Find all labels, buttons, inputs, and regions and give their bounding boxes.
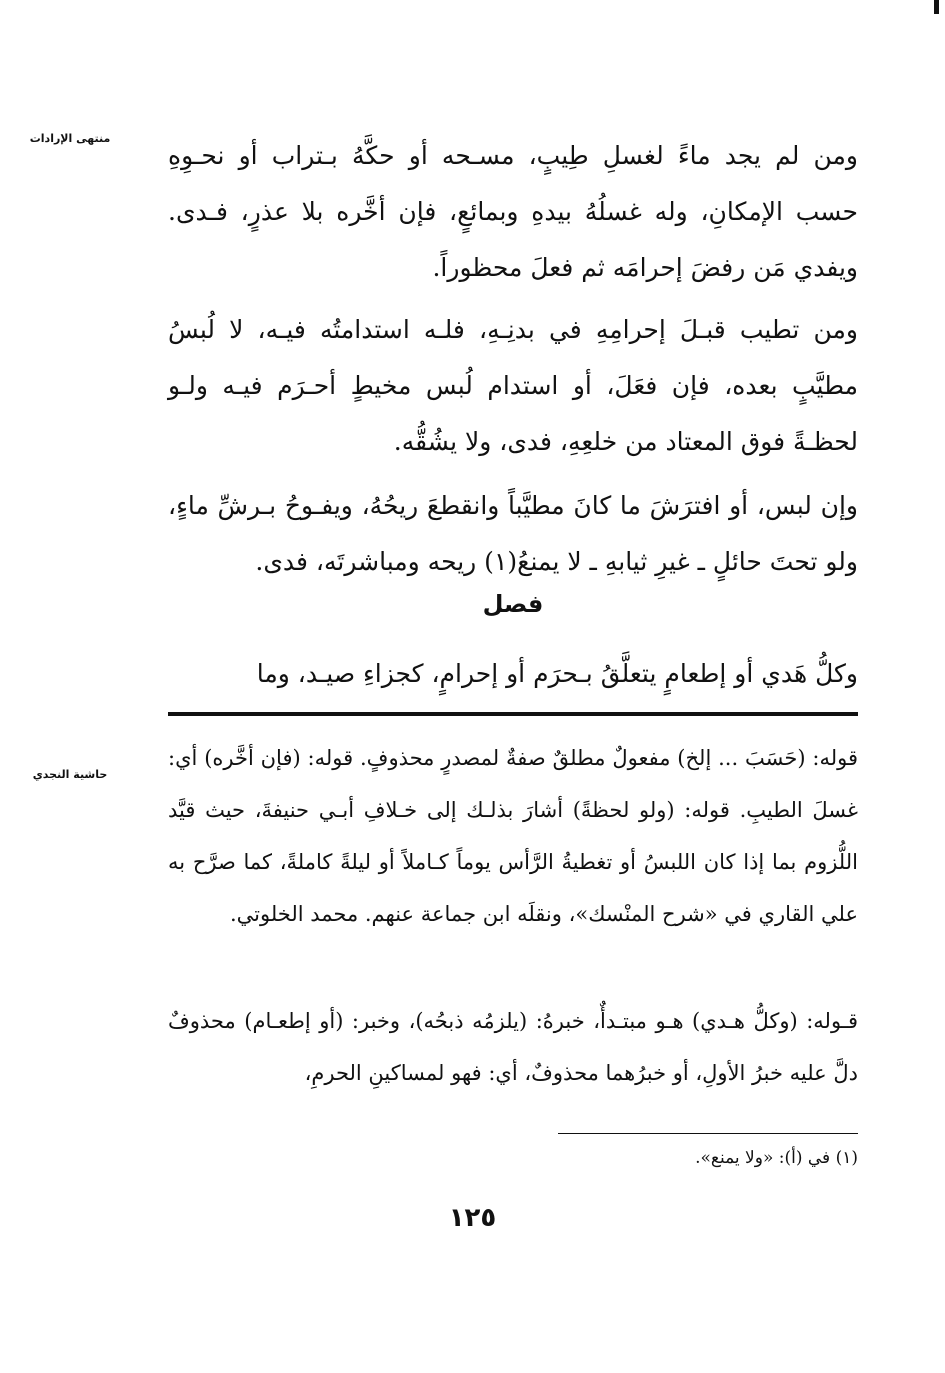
commentary-text: قوله: (حَسَبَ ... إلخ) مفعولٌ مطلقٌ صفةٌ لمصدرٍ محذوفٍ. قوله: (فإن أخَّره) أي: غسلَ الطيبِ. قوله: (ولو لحظةً) أشارَ بذلـك إلى خـلافِ أبـي حنيفةَ، حيث قيَّد اللُّزوم بما إذا كان اللبسُ أو تغطيةُ الرَّأس يوماً كـاملاً أو ليلةً كاملةً، كما صرَّح به علي القاري في «شرح المنْسك»، ونقلَه ابن جماعة عنهم. محمد الخلوتي. xyxy=(168,746,858,926)
commentary-paragraph-1 xyxy=(168,732,858,940)
main-text-divider xyxy=(168,712,858,716)
main-paragraph-text: وإن لبس، أو افترَشَ ما كانَ مطيَّباً وانقطعَ ريحُهُ، ويفـوحُ بـرشِّ ماءٍ، ولو تحتَ حائلٍ ـ غيرِ ثيابهِ ـ لا يمنعُ(١) ريحه ومباشرتَه، فدى. xyxy=(168,491,858,576)
margin-label-commentary: حاشية النجدي xyxy=(32,768,108,781)
main-paragraph-1 xyxy=(168,128,858,296)
commentary-paragraph-2 xyxy=(168,995,858,1099)
footnote: (١) في (أ): «ولا يمنع». xyxy=(695,1148,858,1168)
page-number: ١٢٥ xyxy=(448,1203,497,1233)
main-paragraph-text: وكلُّ هَدي أو إطعامٍ يتعلَّقُ بـحرَم أو إحرامٍ، كجزاءِ صيـد، وما xyxy=(256,659,858,688)
footnote-divider xyxy=(558,1133,858,1134)
section-heading: فصل xyxy=(482,590,544,618)
main-paragraph-text: ومن لم يجد ماءً لغسلِ طِيبٍ، مسـحه أو حكَّهُ بـتراب أو نحـوِهِ حسب الإمكانِ، وله غسلُهُ بيدهِ وبمائعٍ، فإن أخَّره بلا عذرٍ، فـدى. ويفدي مَن رفضَ إحرامَه ثم فعلَ محظوراً. xyxy=(168,141,858,282)
main-paragraph-2 xyxy=(168,302,858,470)
main-paragraph-3 xyxy=(168,478,858,590)
commentary-text: قـوله: (وكلُّ هـدي) هـو مبتـدأٌ، خبرهُ: (يلزمُه ذبحُه)، وخبر: (أو إطعـام) محذوفٌ دلَّ عليه خبرُ الأولِ، أو خبرُهما محذوفٌ، أي: فهو لمساكينِ الحرمِ، xyxy=(168,1009,858,1085)
margin-label-main-text: منتهى الإرادات xyxy=(29,132,111,145)
scan-edge-mark xyxy=(934,0,939,14)
main-paragraph-4 xyxy=(168,646,858,702)
main-paragraph-text: ومن تطيب قبـلَ إحرامِهِ في بدنِـهِ، فلـه استدامتُه فيـه، لا لُبسُ مطيَّبٍ بعده، فإن فعَلَ، أو استدام لُبس مخيطٍ أحـرَم فيـه ولـو لحظـةً فوق المعتاد من خلعِهِ، فدى، ولا يشُقُّه. xyxy=(168,315,858,456)
